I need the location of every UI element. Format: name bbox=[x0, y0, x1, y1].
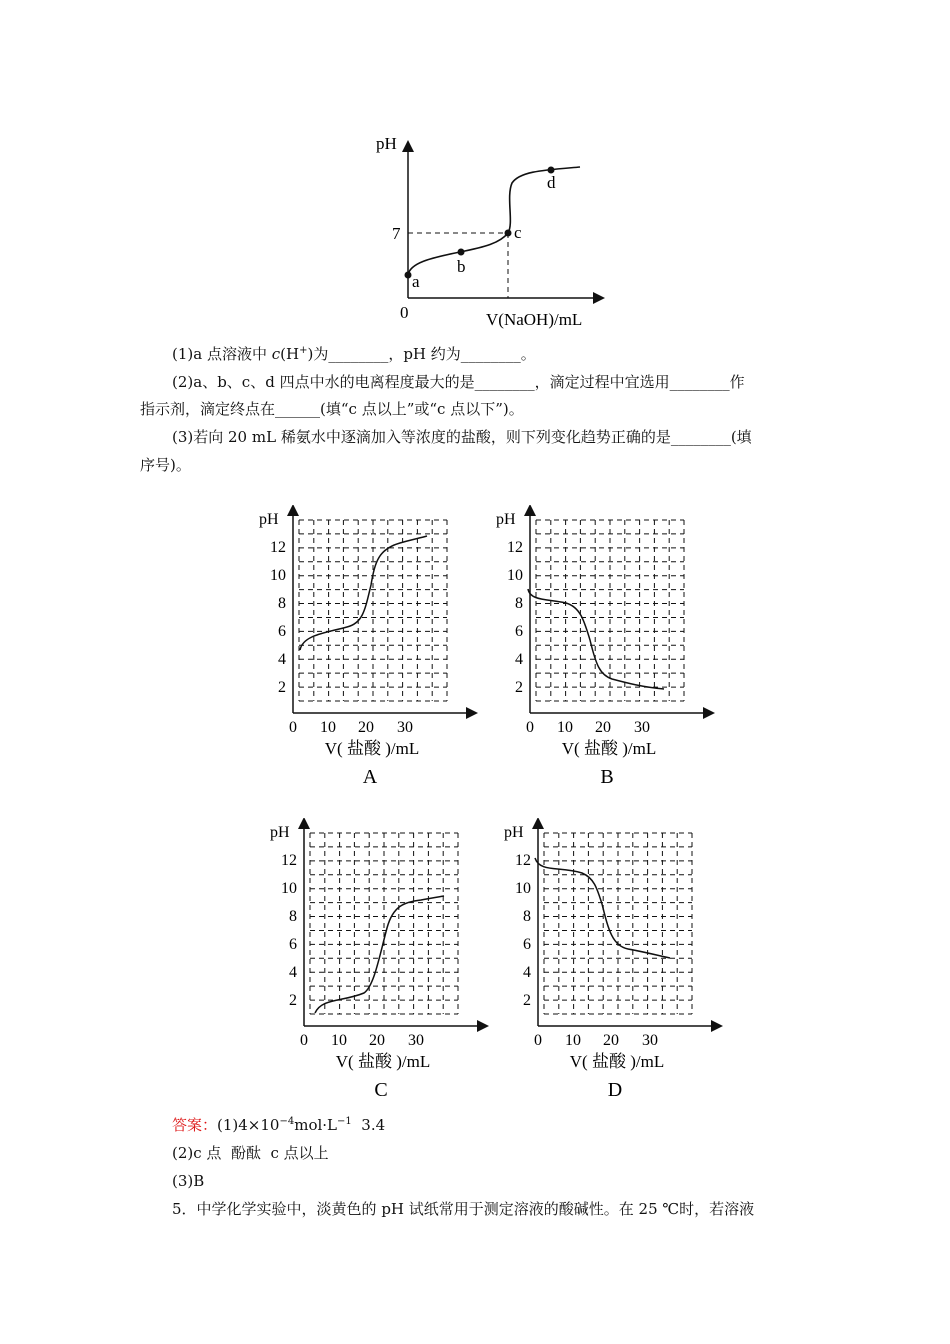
y-tick-label: 2 bbox=[515, 679, 523, 696]
x-axis-label: V( 盐酸 )/mL bbox=[335, 1052, 431, 1071]
y-tick-label: 8 bbox=[278, 595, 286, 612]
question-3-line2: 序号)。 bbox=[140, 456, 191, 474]
x-tick-label: 10 bbox=[320, 719, 336, 736]
y-tick-label: 6 bbox=[278, 623, 286, 640]
point-d-label: d bbox=[547, 173, 556, 192]
answer-line2: (2)c 点 酚酞 c 点以上 bbox=[172, 1144, 329, 1162]
origin-label: 0 bbox=[400, 303, 409, 322]
titration-chart bbox=[370, 125, 620, 335]
x-tick-label: 10 bbox=[557, 719, 573, 736]
x-tick-label: 20 bbox=[595, 719, 611, 736]
y-tick-label: 4 bbox=[289, 964, 297, 981]
ph-curve bbox=[300, 536, 427, 650]
y-axis-label: pH bbox=[496, 511, 516, 528]
option-letter: B bbox=[600, 766, 614, 788]
answer-label: 答案： bbox=[172, 1116, 218, 1134]
x-tick-label: 30 bbox=[634, 719, 650, 736]
y-tick-label: 10 bbox=[507, 567, 523, 584]
x-tick-label: 30 bbox=[397, 719, 413, 736]
y-tick-label: 12 bbox=[507, 539, 523, 556]
y-tick-label: 6 bbox=[523, 936, 531, 953]
point-b bbox=[458, 249, 465, 256]
y-tick-label: 12 bbox=[281, 852, 297, 869]
option-letter: A bbox=[362, 766, 378, 788]
ph-curve bbox=[315, 896, 444, 1013]
x-tick-label: 20 bbox=[358, 719, 374, 736]
option-chart-d bbox=[500, 818, 730, 1118]
x-tick-label: 20 bbox=[369, 1032, 385, 1049]
x-axis-label: V( 盐酸 )/mL bbox=[561, 739, 657, 758]
question-1: (1)a 点溶液中 c(H+)为________，pH 约为________。 bbox=[172, 345, 536, 363]
y-tick-label: 8 bbox=[289, 908, 297, 925]
y-tick-label: 6 bbox=[515, 623, 523, 640]
y-tick-label: 12 bbox=[515, 852, 531, 869]
option-chart-c bbox=[266, 818, 496, 1118]
x-tick-label: 30 bbox=[408, 1032, 424, 1049]
question-2-line2: 指示剂，滴定终点在______(填“c 点以上”或“c 点以下”)。 bbox=[140, 400, 524, 418]
point-a-label: a bbox=[412, 272, 420, 291]
option-letter: D bbox=[607, 1079, 623, 1101]
question-5-line: 5．中学化学实验中，淡黄色的 pH 试纸常用于测定溶液的酸碱性。在 25 ℃时，若溶液 bbox=[172, 1200, 755, 1218]
point-a bbox=[405, 272, 412, 279]
y-tick-label: 6 bbox=[289, 936, 297, 953]
y-tick-label: 10 bbox=[281, 880, 297, 897]
question-2-line1: (2)a、b、c、d 四点中水的电离程度最大的是________，滴定过程中宜选用________作 bbox=[172, 373, 745, 391]
x-axis-label: V( 盐酸 )/mL bbox=[569, 1052, 665, 1071]
question-3-line1: (3)若向 20 mL 稀氨水中逐滴加入等浓度的盐酸，则下列变化趋势正确的是________(填 bbox=[172, 428, 752, 446]
option-chart-a bbox=[255, 505, 485, 805]
y-tick-label: 8 bbox=[523, 908, 531, 925]
x-axis-label: V( 盐酸 )/mL bbox=[324, 739, 420, 758]
point-b-label: b bbox=[457, 257, 466, 276]
point-c-label: c bbox=[514, 223, 522, 242]
ph-curve bbox=[535, 858, 670, 958]
answer-line3: (3)B bbox=[172, 1172, 205, 1190]
point-c bbox=[505, 230, 512, 237]
x-tick-label: 30 bbox=[642, 1032, 658, 1049]
y-tick-label: 4 bbox=[515, 651, 523, 668]
x-tick-label: 10 bbox=[565, 1032, 581, 1049]
x-tick-label: 0 bbox=[526, 719, 534, 736]
y-tick-label: 12 bbox=[270, 539, 286, 556]
y-tick-label: 4 bbox=[278, 651, 286, 668]
y-axis-label: pH bbox=[259, 511, 279, 528]
x-tick-label: 10 bbox=[331, 1032, 347, 1049]
x-tick-label: 0 bbox=[289, 719, 297, 736]
option-letter: C bbox=[374, 1079, 388, 1101]
x-tick-label: 20 bbox=[603, 1032, 619, 1049]
y-axis-label: pH bbox=[270, 824, 290, 841]
ph-seven-label: 7 bbox=[392, 224, 401, 243]
y-tick-label: 10 bbox=[270, 567, 286, 584]
y-axis-label: pH bbox=[376, 134, 397, 153]
x-axis-label: V(NaOH)/mL bbox=[486, 310, 583, 329]
y-tick-label: 4 bbox=[523, 964, 531, 981]
answer-line1: 答案：$(1)4\times 10^{-4}mol\cdot L^{-1}$ 3.4 bbox=[172, 1116, 386, 1134]
y-tick-label: 2 bbox=[289, 992, 297, 1009]
y-tick-label: 10 bbox=[515, 880, 531, 897]
x-tick-label: 0 bbox=[534, 1032, 542, 1049]
y-tick-label: 2 bbox=[523, 992, 531, 1009]
y-axis-label: pH bbox=[504, 824, 524, 841]
y-tick-label: 2 bbox=[278, 679, 286, 696]
x-tick-label: 0 bbox=[300, 1032, 308, 1049]
y-tick-label: 8 bbox=[515, 595, 523, 612]
option-chart-b bbox=[492, 505, 722, 805]
